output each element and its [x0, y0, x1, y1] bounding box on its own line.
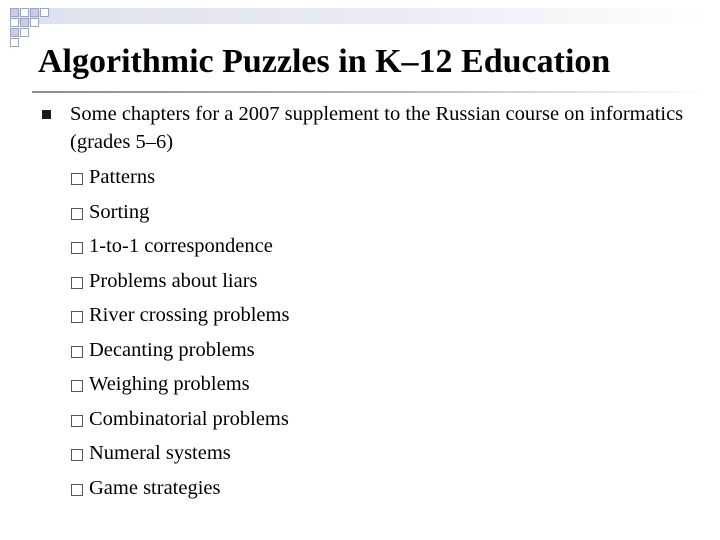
list-item	[70, 367, 690, 402]
list-item	[70, 333, 690, 368]
list-item	[70, 402, 690, 437]
checkbox-bullet-icon	[71, 346, 83, 358]
topic-label: Decanting problems	[89, 338, 255, 361]
decor-square-icon	[20, 18, 29, 27]
list-item	[70, 160, 690, 195]
topic-label: River crossing problems	[89, 304, 290, 326]
decor-square-icon	[30, 8, 39, 17]
topic-list	[70, 160, 690, 505]
checkbox-bullet-icon	[71, 173, 83, 185]
decor-square-icon	[20, 28, 29, 37]
checkbox-bullet-icon	[71, 380, 83, 392]
main-bullet-text: Some chapters for a 2007 supplement to the Russian course on informatics (grades 5–6)	[70, 103, 684, 153]
list-item	[70, 229, 690, 264]
decor-square-icon	[20, 8, 29, 17]
decor-square-icon	[40, 8, 49, 17]
decor-square-icon	[10, 18, 19, 27]
checkbox-bullet-icon	[71, 242, 83, 254]
checkbox-bullet-icon	[71, 208, 83, 220]
decor-square-icon	[30, 18, 39, 27]
header-band	[10, 8, 710, 24]
decor-square-icon	[10, 28, 19, 37]
list-item	[70, 471, 690, 506]
checkbox-bullet-icon	[71, 311, 83, 323]
decor-square-icon	[10, 8, 19, 17]
main-bullet	[40, 100, 690, 156]
decor-square-icon	[10, 38, 19, 47]
topic-label: Game strategies	[89, 476, 221, 499]
slide-title: Algorithmic Puzzles in K–12 Education	[38, 43, 611, 80]
list-item	[70, 264, 690, 299]
topic-label: Combinatorial problems	[89, 407, 289, 430]
topic-label: Sorting	[89, 200, 150, 223]
topic-label: 1-to-1 correspondence	[89, 235, 273, 257]
list-item	[70, 436, 690, 471]
topic-label: Patterns	[89, 166, 156, 188]
checkbox-bullet-icon	[71, 484, 83, 496]
list-item	[70, 195, 690, 230]
list-item	[70, 298, 690, 333]
topic-label: Numeral systems	[89, 442, 231, 464]
checkbox-bullet-icon	[71, 277, 83, 289]
square-bullet-icon	[42, 110, 51, 119]
topic-label: Problems about liars	[89, 269, 258, 292]
title-divider	[32, 91, 708, 93]
topic-label: Weighing problems	[89, 373, 250, 395]
checkbox-bullet-icon	[71, 449, 83, 461]
checkbox-bullet-icon	[71, 415, 83, 427]
slide-body	[40, 100, 690, 505]
